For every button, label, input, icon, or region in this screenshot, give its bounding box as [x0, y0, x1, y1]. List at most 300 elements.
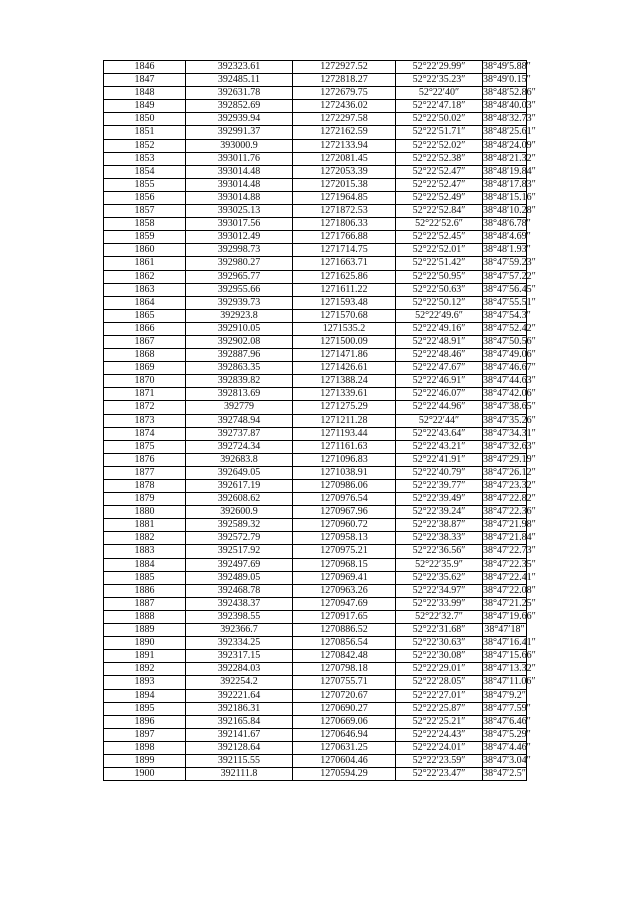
x-coordinate-cell: 392489.05: [186, 571, 293, 584]
y-coordinate-cell: 1270669.06: [293, 715, 396, 728]
y-coordinate-cell: 1270969.41: [293, 571, 396, 584]
table-row: [104, 493, 527, 506]
longitude-cell: 38°48′6.78″: [483, 218, 531, 230]
y-coordinate-cell: 1270917.65: [293, 610, 396, 623]
longitude-cell: 38°47′26.12″: [483, 466, 536, 478]
longitude-cell: 38°47′22.08″: [483, 584, 536, 596]
longitude-cell: 38°47′18″: [484, 624, 525, 636]
y-coordinate-cell: 1271388.24: [293, 375, 396, 388]
longitude-cell: 38°47′22.82″: [483, 493, 536, 505]
latitude-cell: 52°22′29.99″: [396, 61, 483, 74]
x-coordinate-cell: 392497.69: [186, 558, 293, 571]
y-coordinate-cell: 1272927.52: [293, 61, 396, 74]
latitude-cell: 52°22′52.38″: [396, 152, 483, 165]
table-row: [104, 506, 527, 519]
x-coordinate-cell: 392617.19: [186, 480, 293, 493]
x-coordinate-cell: 393014.88: [186, 191, 293, 204]
table-row: [104, 728, 527, 741]
point-number-cell: 1853: [104, 152, 186, 165]
latitude-cell: 52°22′32.7″: [396, 610, 483, 623]
table-row: [104, 558, 527, 571]
table-row: [104, 270, 527, 283]
latitude-cell: 52°22′50.63″: [396, 283, 483, 296]
x-coordinate-cell: 392186.31: [186, 702, 293, 715]
latitude-cell: 52°22′50.02″: [396, 113, 483, 126]
latitude-cell: 52°22′52.01″: [396, 244, 483, 257]
x-coordinate-cell: 392887.96: [186, 349, 293, 362]
longitude-cell: 38°47′52.42″: [483, 322, 536, 334]
latitude-cell: 52°22′47.67″: [396, 362, 483, 375]
longitude-cell: 38°47′22.36″: [483, 506, 536, 518]
point-number-cell: 1849: [104, 100, 186, 113]
table-row: [104, 218, 527, 231]
x-coordinate-cell: 392165.84: [186, 715, 293, 728]
point-number-cell: 1897: [104, 728, 186, 741]
longitude-cell: 38°47′59.23″: [483, 257, 536, 269]
x-coordinate-cell: 393014.48: [186, 165, 293, 178]
table-row: [104, 231, 527, 244]
latitude-cell: 52°22′44″: [396, 414, 483, 427]
table-row: [104, 663, 527, 676]
x-coordinate-cell: 392284.03: [186, 663, 293, 676]
table-row: [104, 440, 527, 453]
table-row: [104, 689, 527, 702]
x-coordinate-cell: 392748.94: [186, 414, 293, 427]
latitude-cell: 52°22′43.64″: [396, 427, 483, 440]
table-row: [104, 165, 527, 178]
y-coordinate-cell: 1272818.27: [293, 74, 396, 87]
table-row: [104, 349, 527, 362]
x-coordinate-cell: 392485.11: [186, 74, 293, 87]
point-number-cell: 1856: [104, 191, 186, 204]
x-coordinate-cell: 392111.8: [186, 768, 293, 781]
x-coordinate-cell: 392991.37: [186, 126, 293, 139]
longitude-cell: 38°48′4.69″: [483, 231, 531, 243]
x-coordinate-cell: 392902.08: [186, 335, 293, 348]
y-coordinate-cell: 1270798.18: [293, 663, 396, 676]
point-number-cell: 1867: [104, 335, 186, 348]
x-coordinate-cell: 392468.78: [186, 584, 293, 597]
y-coordinate-cell: 1270963.26: [293, 584, 396, 597]
table-row: [104, 257, 527, 270]
longitude-cell: 38°48′52.86″: [483, 87, 536, 99]
y-coordinate-cell: 1271611.22: [293, 283, 396, 296]
longitude-cell: 38°48′1.93″: [483, 244, 531, 256]
longitude-cell: 38°47′42.06″: [483, 388, 536, 400]
point-number-cell: 1898: [104, 741, 186, 754]
x-coordinate-cell: 392955.66: [186, 283, 293, 296]
x-coordinate-cell: 393011.76: [186, 152, 293, 165]
x-coordinate-cell: 392128.64: [186, 741, 293, 754]
longitude-cell: 38°47′55.51″: [483, 296, 536, 308]
longitude-cell: 38°47′23.32″: [483, 480, 536, 491]
table-row: [104, 61, 527, 74]
latitude-cell: 52°22′31.68″: [396, 624, 483, 637]
latitude-cell: 52°22′35.62″: [396, 571, 483, 584]
latitude-cell: 52°22′25.21″: [396, 715, 483, 728]
x-coordinate-cell: 392438.37: [186, 597, 293, 610]
table-row: [104, 584, 527, 597]
y-coordinate-cell: 1271096.83: [293, 453, 396, 466]
latitude-cell: 52°22′29.01″: [396, 663, 483, 676]
longitude-cell: 38°47′46.67″: [483, 362, 536, 374]
x-coordinate-cell: 392998.73: [186, 244, 293, 257]
y-coordinate-cell: 1271663.71: [293, 257, 396, 270]
x-coordinate-cell: 392600.9: [186, 506, 293, 519]
x-coordinate-cell: 392572.79: [186, 532, 293, 545]
x-coordinate-cell: 392254.2: [186, 676, 293, 689]
y-coordinate-cell: 1270631.25: [293, 741, 396, 754]
x-coordinate-cell: 392737.87: [186, 427, 293, 440]
table-row: [104, 427, 527, 440]
x-coordinate-cell: 392910.05: [186, 322, 293, 335]
x-coordinate-cell: 393012.49: [186, 231, 293, 244]
latitude-cell: 52°22′52.47″: [396, 178, 483, 191]
point-number-cell: 1847: [104, 74, 186, 87]
y-coordinate-cell: 1270690.27: [293, 702, 396, 715]
latitude-cell: 52°22′27.01″: [396, 689, 483, 702]
table-row: [104, 87, 527, 100]
y-coordinate-cell: 1272162.59: [293, 126, 396, 139]
longitude-cell: 38°47′29.19″: [483, 453, 536, 465]
table-row: [104, 100, 527, 113]
longitude-cell: 38°47′49.06″: [483, 349, 536, 361]
point-number-cell: 1893: [104, 676, 186, 689]
point-number-cell: 1854: [104, 165, 186, 178]
latitude-cell: 52°22′24.01″: [396, 741, 483, 754]
y-coordinate-cell: 1270594.29: [293, 768, 396, 781]
x-coordinate-cell: 392649.05: [186, 466, 293, 479]
point-number-cell: 1848: [104, 87, 186, 100]
coordinate-table: [103, 60, 536, 781]
point-number-cell: 1861: [104, 257, 186, 270]
x-coordinate-cell: 392334.25: [186, 637, 293, 650]
longitude-cell: 38°47′22.41″: [483, 571, 536, 583]
table-row: [104, 480, 527, 493]
y-coordinate-cell: 1272679.75: [293, 87, 396, 100]
latitude-cell: 52°22′52.84″: [396, 205, 483, 218]
latitude-cell: 52°22′46.91″: [396, 375, 483, 388]
point-number-cell: 1875: [104, 440, 186, 453]
point-number-cell: 1876: [104, 453, 186, 466]
longitude-cell: 38°47′54.3″: [483, 309, 531, 321]
longitude-cell: 38°47′21.98″: [483, 519, 536, 531]
point-number-cell: 1896: [104, 715, 186, 728]
longitude-cell: 38°47′50.56″: [483, 335, 536, 347]
y-coordinate-cell: 1271570.68: [293, 309, 396, 322]
latitude-cell: 52°22′35.9″: [396, 558, 483, 571]
point-number-cell: 1882: [104, 532, 186, 545]
table-row: [104, 139, 527, 152]
point-number-cell: 1857: [104, 205, 186, 218]
y-coordinate-cell: 1271593.48: [293, 296, 396, 309]
latitude-cell: 52°22′35.23″: [396, 74, 483, 87]
point-number-cell: 1850: [104, 113, 186, 126]
x-coordinate-cell: 392317.15: [186, 650, 293, 663]
longitude-cell: 38°47′6.46″: [483, 715, 531, 727]
latitude-cell: 52°22′46.07″: [396, 388, 483, 401]
latitude-cell: 52°22′36.56″: [396, 545, 483, 558]
longitude-cell: 38°47′57.22″: [483, 270, 536, 282]
point-number-cell: 1855: [104, 178, 186, 191]
point-number-cell: 1862: [104, 270, 186, 283]
y-coordinate-cell: 1270842.48: [293, 650, 396, 663]
point-number-cell: 1866: [104, 322, 186, 335]
longitude-cell: 38°48′32.73″: [483, 113, 536, 125]
x-coordinate-cell: 392115.55: [186, 754, 293, 767]
latitude-cell: 52°22′39.77″: [396, 480, 483, 493]
point-number-cell: 1888: [104, 610, 186, 623]
latitude-cell: 52°22′50.12″: [396, 296, 483, 309]
table-row: [104, 715, 527, 728]
y-coordinate-cell: 1270604.46: [293, 754, 396, 767]
table-row: [104, 309, 527, 322]
x-coordinate-cell: 392683.8: [186, 453, 293, 466]
x-coordinate-cell: 392221.64: [186, 689, 293, 702]
point-number-cell: 1900: [104, 768, 186, 781]
longitude-cell: 38°47′19.66″: [483, 610, 536, 622]
point-number-cell: 1892: [104, 663, 186, 676]
y-coordinate-cell: 1271500.09: [293, 335, 396, 348]
x-coordinate-cell: 392398.55: [186, 610, 293, 623]
y-coordinate-cell: 1272081.45: [293, 152, 396, 165]
latitude-cell: 52°22′28.05″: [396, 676, 483, 689]
x-coordinate-cell: 392965.77: [186, 270, 293, 283]
point-number-cell: 1880: [104, 506, 186, 519]
latitude-cell: 52°22′41.91″: [396, 453, 483, 466]
y-coordinate-cell: 1271766.88: [293, 231, 396, 244]
point-number-cell: 1885: [104, 571, 186, 584]
y-coordinate-cell: 1272436.02: [293, 100, 396, 113]
x-coordinate-cell: 392631.78: [186, 87, 293, 100]
table-row: [104, 335, 527, 348]
x-coordinate-cell: 392517.92: [186, 545, 293, 558]
x-coordinate-cell: 392852.69: [186, 100, 293, 113]
longitude-cell: 38°48′15.16″: [483, 191, 536, 203]
longitude-cell: 38°47′16.41″: [483, 637, 536, 649]
y-coordinate-cell: 1270856.54: [293, 637, 396, 650]
y-coordinate-cell: 1272053.39: [293, 165, 396, 178]
x-coordinate-cell: 392589.32: [186, 519, 293, 532]
table-row: [104, 74, 527, 87]
longitude-cell: 38°47′35.26″: [483, 414, 536, 426]
longitude-cell: 38°48′19.84″: [483, 165, 536, 177]
point-number-cell: 1858: [104, 218, 186, 231]
latitude-cell: 52°22′44.96″: [396, 401, 483, 414]
point-number-cell: 1879: [104, 493, 186, 506]
table-row: [104, 362, 527, 375]
latitude-cell: 52°22′40″: [396, 87, 483, 100]
point-number-cell: 1852: [104, 139, 186, 152]
y-coordinate-cell: 1271872.53: [293, 205, 396, 218]
x-coordinate-cell: 392939.73: [186, 296, 293, 309]
latitude-cell: 52°22′23.59″: [396, 754, 483, 767]
table-row: [104, 610, 527, 623]
longitude-cell: 38°47′7.59″: [483, 702, 531, 714]
table-row: [104, 597, 527, 610]
y-coordinate-cell: 1271535.2: [293, 322, 396, 335]
point-number-cell: 1886: [104, 584, 186, 597]
y-coordinate-cell: 1270960.72: [293, 519, 396, 532]
point-number-cell: 1864: [104, 296, 186, 309]
table-row: [104, 519, 527, 532]
y-coordinate-cell: 1270646.94: [293, 728, 396, 741]
table-row: [104, 571, 527, 584]
longitude-cell: 38°48′40.03″: [483, 100, 536, 112]
longitude-cell: 38°47′15.66″: [483, 650, 536, 662]
latitude-cell: 52°22′33.99″: [396, 597, 483, 610]
longitude-cell: 38°48′17.83″: [483, 178, 536, 190]
latitude-cell: 52°22′24.43″: [396, 728, 483, 741]
point-number-cell: 1873: [104, 414, 186, 427]
longitude-cell: 38°48′10.28″: [483, 205, 536, 217]
table-row: [104, 453, 527, 466]
point-number-cell: 1878: [104, 480, 186, 493]
table-row: [104, 178, 527, 191]
y-coordinate-cell: 1270975.21: [293, 545, 396, 558]
table-row: [104, 768, 527, 781]
point-number-cell: 1869: [104, 362, 186, 375]
x-coordinate-cell: 392863.35: [186, 362, 293, 375]
longitude-cell: 38°48′25.61″: [483, 126, 536, 138]
table-row: [104, 741, 527, 754]
table-body: [104, 61, 536, 781]
longitude-cell: 38°47′22.35″: [483, 558, 536, 570]
coordinate-table-page: [103, 60, 536, 781]
table-row: [104, 650, 527, 663]
point-number-cell: 1874: [104, 427, 186, 440]
latitude-cell: 52°22′52.45″: [396, 231, 483, 244]
x-coordinate-cell: 392724.34: [186, 440, 293, 453]
point-number-cell: 1872: [104, 401, 186, 414]
x-coordinate-cell: 393014.48: [186, 178, 293, 191]
table-row: [104, 702, 527, 715]
longitude-cell: 38°47′4.46″: [483, 741, 531, 753]
table-row: [104, 532, 527, 545]
point-number-cell: 1860: [104, 244, 186, 257]
longitude-cell: 38°47′32.63″: [483, 440, 536, 452]
table-row: [104, 466, 527, 479]
y-coordinate-cell: 1270886.52: [293, 624, 396, 637]
table-row: [104, 322, 527, 335]
table-row: [104, 401, 527, 414]
point-number-cell: 1890: [104, 637, 186, 650]
y-coordinate-cell: 1271426.61: [293, 362, 396, 375]
longitude-cell: 38°47′34.31″: [483, 427, 536, 439]
latitude-cell: 52°22′38.87″: [396, 519, 483, 532]
table-row: [104, 375, 527, 388]
x-coordinate-cell: 392980.27: [186, 257, 293, 270]
longitude-cell: 38°47′2.5″: [483, 768, 526, 780]
longitude-cell: 38°47′38.65″: [483, 401, 536, 413]
point-number-cell: 1863: [104, 283, 186, 296]
latitude-cell: 52°22′30.08″: [396, 650, 483, 663]
x-coordinate-cell: 392141.67: [186, 728, 293, 741]
table-row: [104, 126, 527, 139]
point-number-cell: 1894: [104, 689, 186, 702]
point-number-cell: 1887: [104, 597, 186, 610]
table-row: [104, 244, 527, 257]
latitude-cell: 52°22′52.49″: [396, 191, 483, 204]
y-coordinate-cell: 1271625.86: [293, 270, 396, 283]
latitude-cell: 52°22′48.46″: [396, 349, 483, 362]
latitude-cell: 52°22′43.21″: [396, 440, 483, 453]
point-number-cell: 1868: [104, 349, 186, 362]
table-row: [104, 624, 527, 637]
x-coordinate-cell: 393025.13: [186, 205, 293, 218]
point-number-cell: 1891: [104, 650, 186, 663]
latitude-cell: 52°22′51.71″: [396, 126, 483, 139]
y-coordinate-cell: 1270958.13: [293, 532, 396, 545]
y-coordinate-cell: 1270967.96: [293, 506, 396, 519]
table-row: [104, 191, 527, 204]
x-coordinate-cell: 393017.56: [186, 218, 293, 231]
latitude-cell: 52°22′52.02″: [396, 139, 483, 152]
y-coordinate-cell: 1270720.67: [293, 689, 396, 702]
y-coordinate-cell: 1271964.85: [293, 191, 396, 204]
point-number-cell: 1859: [104, 231, 186, 244]
latitude-cell: 52°22′34.97″: [396, 584, 483, 597]
point-number-cell: 1895: [104, 702, 186, 715]
y-coordinate-cell: 1272133.94: [293, 139, 396, 152]
point-number-cell: 1883: [104, 545, 186, 558]
y-coordinate-cell: 1270968.15: [293, 558, 396, 571]
longitude-cell: 38°47′13.32″: [483, 663, 536, 675]
latitude-cell: 52°22′23.47″: [396, 768, 483, 781]
longitude-cell: 38°47′9.2″: [483, 689, 526, 701]
latitude-cell: 52°22′30.63″: [396, 637, 483, 650]
table-row: [104, 283, 527, 296]
latitude-cell: 52°22′39.49″: [396, 493, 483, 506]
x-coordinate-cell: 393000.9: [186, 139, 293, 152]
table-row: [104, 205, 527, 218]
table-row: [104, 545, 527, 558]
y-coordinate-cell: 1271714.75: [293, 244, 396, 257]
x-coordinate-cell: 392923.8: [186, 309, 293, 322]
y-coordinate-cell: 1271339.61: [293, 388, 396, 401]
latitude-cell: 52°22′49.6″: [396, 309, 483, 322]
longitude-cell: 38°47′11.06″: [483, 676, 536, 688]
latitude-cell: 52°22′50.95″: [396, 270, 483, 283]
latitude-cell: 52°22′40.79″: [396, 466, 483, 479]
point-number-cell: 1877: [104, 466, 186, 479]
table-row: [104, 637, 527, 650]
latitude-cell: 52°22′47.18″: [396, 100, 483, 113]
y-coordinate-cell: 1270947.69: [293, 597, 396, 610]
longitude-cell: 38°47′56.45″: [483, 283, 536, 295]
y-coordinate-cell: 1271275.29: [293, 401, 396, 414]
latitude-cell: 52°22′25.87″: [396, 702, 483, 715]
y-coordinate-cell: 1270976.54: [293, 493, 396, 506]
y-coordinate-cell: 1270755.71: [293, 676, 396, 689]
latitude-cell: 52°22′52.47″: [396, 165, 483, 178]
longitude-cell: 38°47′21.84″: [483, 532, 536, 544]
point-number-cell: 1846: [104, 61, 186, 74]
y-coordinate-cell: 1271211.28: [293, 414, 396, 427]
longitude-cell: 38°47′3.04″: [483, 754, 531, 766]
longitude-cell: 38°47′5.29″: [483, 728, 531, 740]
y-coordinate-cell: 1271806.33: [293, 218, 396, 231]
latitude-cell: 52°22′49.16″: [396, 322, 483, 335]
point-number-cell: 1865: [104, 309, 186, 322]
y-coordinate-cell: 1272015.38: [293, 178, 396, 191]
latitude-cell: 52°22′38.33″: [396, 532, 483, 545]
latitude-cell: 52°22′51.42″: [396, 257, 483, 270]
y-coordinate-cell: 1270986.06: [293, 480, 396, 493]
point-number-cell: 1870: [104, 375, 186, 388]
x-coordinate-cell: 392366.7: [186, 624, 293, 637]
latitude-cell: 52°22′48.91″: [396, 335, 483, 348]
